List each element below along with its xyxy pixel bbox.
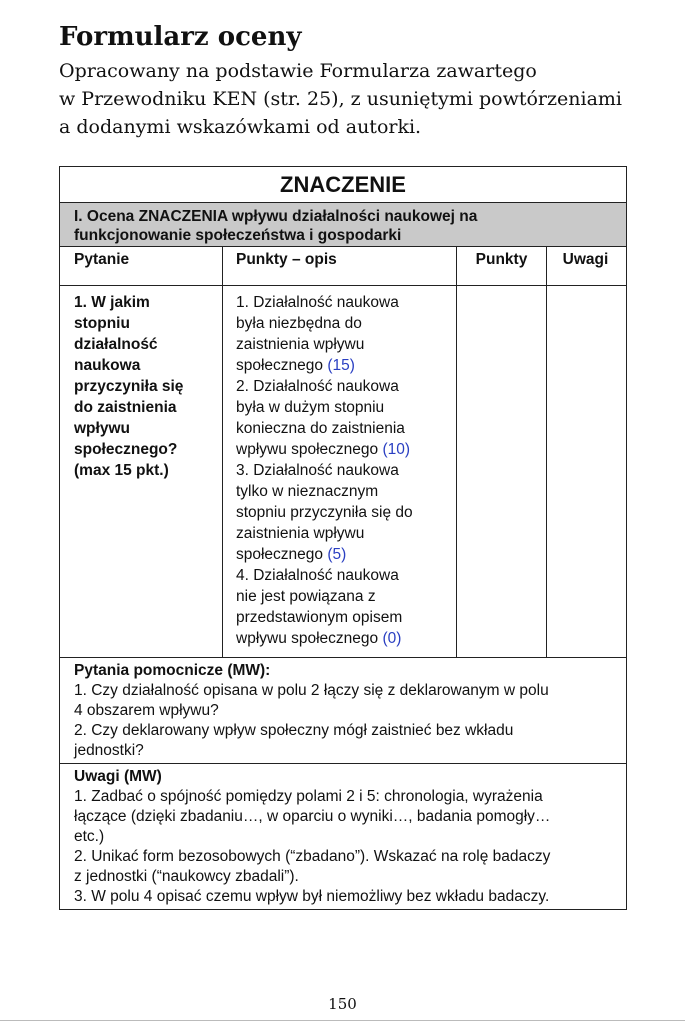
answer-line: 4. Działalność naukowa bbox=[236, 567, 399, 584]
column-header-points-description: Punkty – opis bbox=[222, 247, 456, 285]
column-header-row bbox=[60, 247, 626, 286]
evaluation-form-table bbox=[59, 166, 627, 910]
answer-line: była niezbędna do bbox=[236, 315, 362, 332]
question-line: działalność bbox=[74, 336, 158, 353]
column-header-question: Pytanie bbox=[74, 251, 130, 268]
helper-questions-heading: Pytania pomocnicze (MW): bbox=[74, 662, 271, 679]
page-number: 150 bbox=[328, 995, 357, 1013]
helper-line: 2. Czy deklarowany wpływ społeczny mógł zaistnieć bez wkładu bbox=[74, 722, 514, 739]
notes-line: 3. W polu 4 opisać czemu wpływ był niemożliwy bez wkładu badaczy. bbox=[74, 888, 550, 905]
question-line: (max 15 pkt.) bbox=[74, 462, 169, 479]
helper-line: 4 obszarem wpływu? bbox=[74, 702, 219, 719]
question-line: wpływu bbox=[74, 420, 130, 437]
points-value: (0) bbox=[382, 630, 402, 647]
notes-line: z jednostki (“naukowcy zbadali”). bbox=[74, 868, 299, 885]
answer-line: była w dużym stopniu bbox=[236, 399, 385, 416]
answer-line: wpływu społecznego (10) bbox=[236, 441, 411, 458]
helper-questions bbox=[60, 658, 626, 764]
notes-line: etc.) bbox=[74, 828, 105, 845]
answer-line: stopniu przyczyniła się do bbox=[236, 504, 413, 521]
answer-line: wpływu społecznego (0) bbox=[236, 630, 402, 647]
notes-line: 1. Zadbać o spójność pomiędzy polami 2 i 5: chronologia, wyrażenia bbox=[74, 788, 543, 805]
points-description-cell bbox=[222, 286, 456, 657]
points-value: (5) bbox=[327, 546, 347, 563]
section-heading-line: funkcjonowanie społeczeństwa i gospodarki bbox=[74, 227, 402, 244]
notes-block bbox=[60, 764, 626, 910]
answer-line: społecznego (5) bbox=[236, 546, 347, 563]
notes-line: łączące (dzięki zbadaniu…, w oparciu o wyniki…, badania pomogły… bbox=[74, 808, 551, 825]
answer-line: tylko w nieznacznym bbox=[236, 483, 379, 500]
answer-line: 2. Działalność naukowa bbox=[236, 378, 399, 395]
question-line: społecznego? bbox=[74, 441, 178, 458]
answer-line: konieczna do zaistnienia bbox=[236, 420, 405, 437]
question-cell bbox=[60, 286, 222, 657]
answer-line: zaistnienia wpływu bbox=[236, 525, 365, 542]
section-heading bbox=[60, 203, 626, 247]
notes-cell bbox=[546, 286, 624, 657]
answer-line: zaistnienia wpływu bbox=[236, 336, 365, 353]
question-line: do zaistnienia bbox=[74, 399, 177, 416]
answer-line: nie jest powiązana z bbox=[236, 588, 376, 605]
subtitle-line: w Przewodniku KEN (str. 25), z usuniętymi powtórzeniami bbox=[59, 88, 623, 110]
question-row bbox=[60, 286, 626, 658]
page-bottom-divider bbox=[0, 1020, 685, 1021]
page-title: Formularz oceny bbox=[59, 22, 302, 52]
column-header-points: Punkty bbox=[456, 247, 546, 285]
column-header-notes: Uwagi bbox=[546, 247, 624, 285]
subtitle-line: Opracowany na podstawie Formularza zawartego bbox=[59, 60, 537, 82]
question-line: 1. W jakim bbox=[74, 294, 150, 311]
answer-line: społecznego (15) bbox=[236, 357, 355, 374]
section-heading-line: I. Ocena ZNACZENIA wpływu działalności naukowej na bbox=[74, 208, 478, 225]
points-cell bbox=[456, 286, 546, 657]
answer-line: 1. Działalność naukowa bbox=[236, 294, 399, 311]
page-subtitle bbox=[59, 57, 659, 141]
question-line: naukowa bbox=[74, 357, 141, 374]
helper-line: jednostki? bbox=[74, 742, 144, 759]
question-line: przyczyniła się bbox=[74, 378, 184, 395]
notes-heading: Uwagi (MW) bbox=[74, 768, 162, 785]
subtitle-line: a dodanymi wskazówkami od autorki. bbox=[59, 116, 422, 138]
notes-line: 2. Unikać form bezosobowych (“zbadano”). Wskazać na rolę badaczy bbox=[74, 848, 551, 865]
points-value: (10) bbox=[382, 441, 411, 458]
answer-line: 3. Działalność naukowa bbox=[236, 462, 399, 479]
form-header: ZNACZENIE bbox=[60, 167, 626, 203]
question-line: stopniu bbox=[74, 315, 130, 332]
points-value: (15) bbox=[327, 357, 355, 374]
answer-line: przedstawionym opisem bbox=[236, 609, 403, 626]
helper-line: 1. Czy działalność opisana w polu 2 łączy się z deklarowanym w polu bbox=[74, 682, 549, 699]
